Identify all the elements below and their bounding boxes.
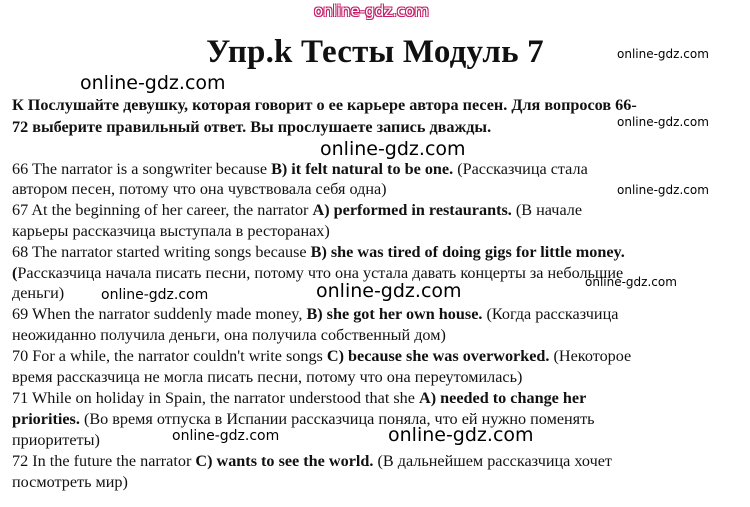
translation-text: (В дальнейшем рассказчица хочет: [373, 452, 612, 470]
question-text: 70 For a while, the narrator couldn't write songs: [12, 347, 327, 365]
watermark: online-gdz.com: [172, 428, 280, 444]
question-text: 68 The narrator started writing songs because: [12, 243, 311, 261]
question-67-line: [12, 200, 582, 220]
question-71-line: [12, 388, 586, 408]
question-66-line: [12, 159, 588, 179]
question-text: 67 At the beginning of her career, the narrator: [12, 201, 313, 219]
translation-text: (Некоторое: [549, 347, 632, 365]
page-title: Упр.k Тесты Модуль 7: [206, 34, 544, 70]
instruction-line: [12, 117, 491, 137]
watermark: online-gdz.com: [80, 72, 226, 94]
translation-line: [12, 367, 522, 387]
answer-text: C) because she was overworked.: [326, 347, 550, 365]
translation-text: карьеры рассказчица выступала в ресторанах): [12, 222, 330, 240]
answer-text: C) wants to see the world.: [195, 452, 374, 470]
translation-line: [12, 325, 446, 345]
watermark: online-gdz.com: [585, 275, 677, 289]
translation-line: [12, 221, 330, 241]
question-text: 69 When the narrator suddenly made money,: [12, 305, 307, 323]
translation-text: неожиданно получила деньги, она получила собственный дом): [12, 326, 446, 344]
watermark: online-gdz.com: [101, 287, 209, 303]
bold-text: К Послушайте девушку, которая говорит о ее карьере автора песен. Для вопросов 66-: [12, 96, 637, 114]
bold-text: (: [12, 264, 18, 282]
translation-line: [12, 472, 128, 492]
watermark: online-gdz.com: [617, 183, 709, 197]
answer-text: A) performed in restaurants.: [312, 201, 512, 219]
translation-line: [12, 179, 387, 199]
watermark: online-gdz.com: [617, 115, 709, 129]
question-text: 66 The narrator is a songwriter because: [12, 160, 272, 178]
translation-text: (Когда рассказчица: [482, 305, 619, 323]
answer-text: B) she was tired of doing gigs for little money.: [310, 243, 625, 261]
question-69-line: [12, 304, 618, 324]
watermark: online-gdz.com: [320, 138, 466, 160]
bold-text: 72 выберите правильный ответ. Вы прослушаете запись дважды.: [12, 118, 492, 136]
question-70-line: [12, 346, 631, 366]
translation-text: время рассказчица не могла писать песни, потому что она переутомилась): [12, 368, 523, 386]
translation-text: Рассказчица начала писать песни, потому что она устала давать концерты за небольшие: [17, 264, 624, 282]
instruction-line: [12, 95, 637, 115]
translation-line: [12, 430, 100, 450]
answer-text: priorities.: [12, 410, 80, 428]
translation-text: (Рассказчица стала: [453, 160, 588, 178]
answer-text: B) it felt natural to be one.: [271, 160, 454, 178]
question-text: 72 In the future the narrator: [12, 452, 196, 470]
translation-line: [12, 283, 64, 303]
answer-text: B) she got her own house.: [306, 305, 483, 323]
translation-text: (В начале: [511, 201, 583, 219]
translation-text: приоритеты): [12, 431, 100, 449]
question-72-line: [12, 451, 612, 471]
translation-text: деньги): [12, 284, 65, 302]
translation-text: (Во время отпуска в Испании рассказчица поняла, что ей нужно поменять: [79, 410, 595, 428]
translation-text: автором песен, потому что она чувствовала себя одна): [12, 180, 387, 198]
watermark: online-gdz.com: [388, 424, 534, 446]
watermark: online-gdz.com: [617, 47, 709, 61]
question-68-line: [12, 242, 625, 262]
question-text: 71 While on holiday in Spain, the narrator understood that she: [12, 389, 420, 407]
watermark: online-gdz.com: [316, 280, 462, 302]
answer-text: A) needed to change her: [419, 389, 587, 407]
watermark-top: online-gdz.com: [314, 2, 429, 20]
translation-text: посмотреть мир): [12, 473, 128, 491]
